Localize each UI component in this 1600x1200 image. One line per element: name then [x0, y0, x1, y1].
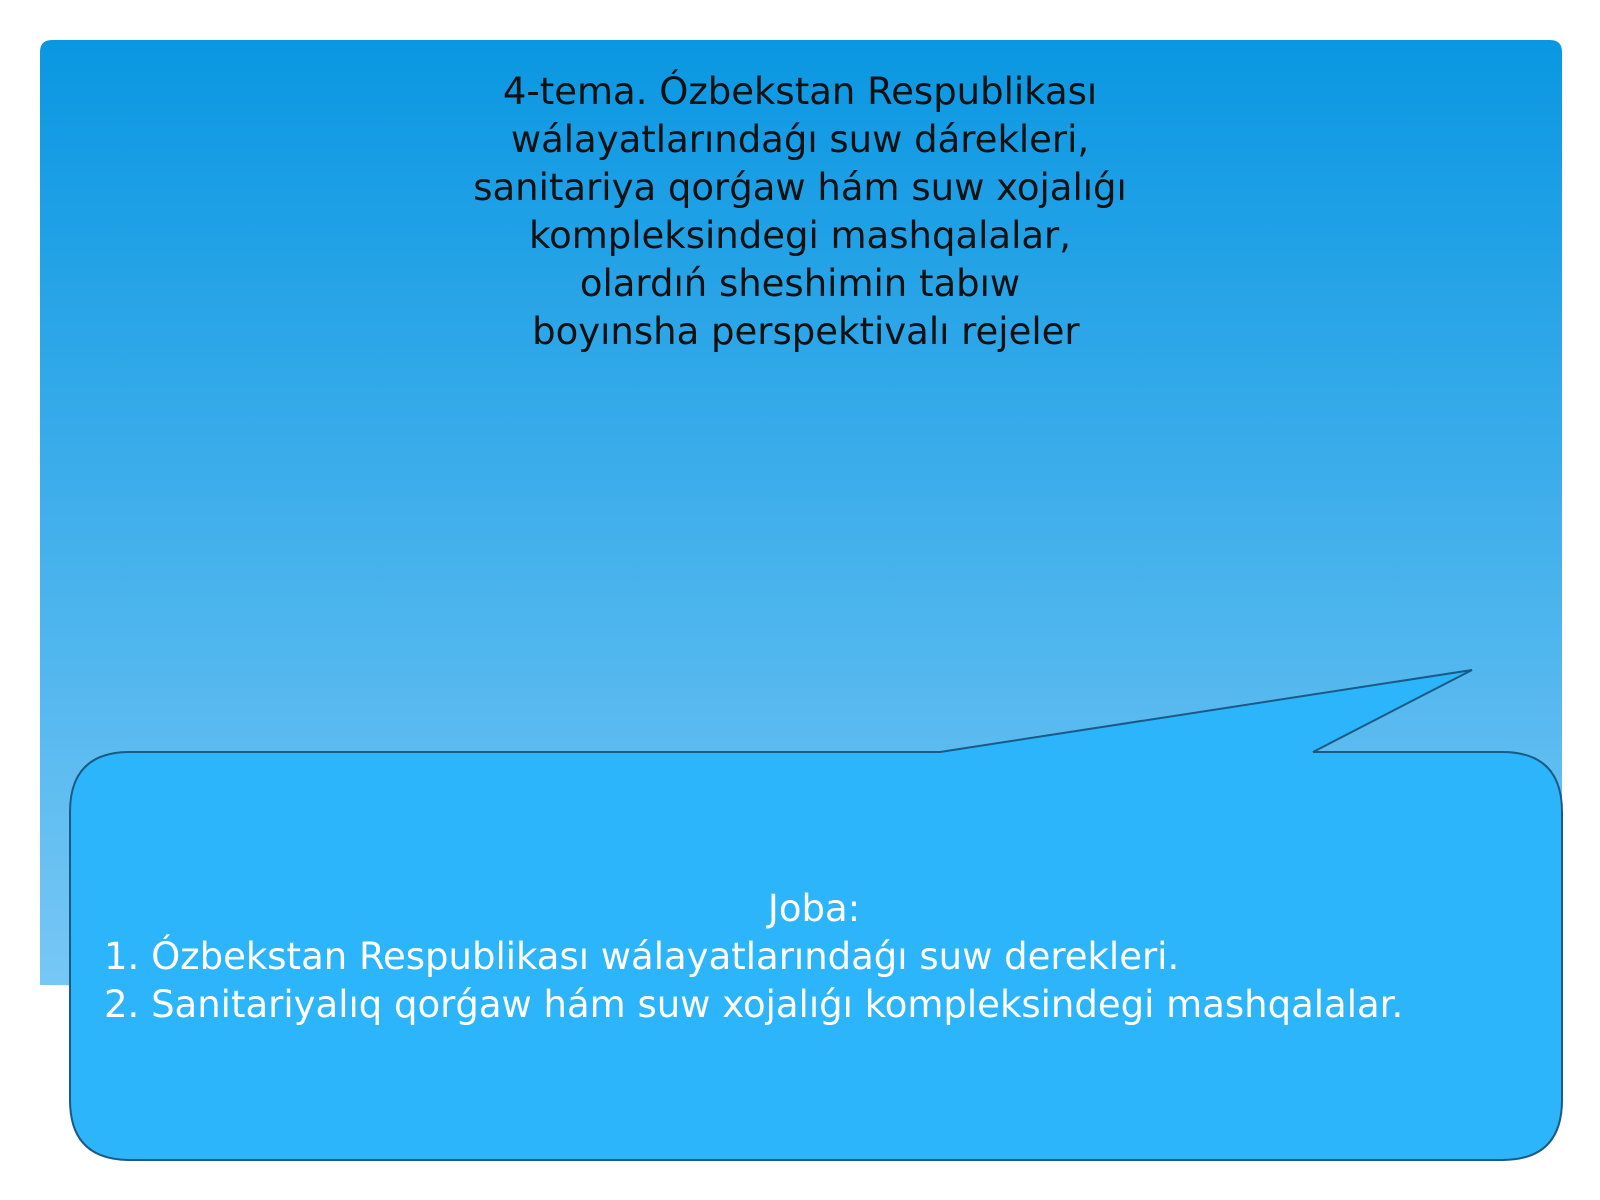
title-line: boyınsha perspektivalı rejeler: [520, 310, 1080, 353]
title-line: wálayatlarındaǵı suw dárekleri,: [510, 118, 1090, 161]
title-line: 4-tema. Ózbekstan Respublikası: [502, 70, 1098, 113]
title-line: kompleksindegi mashqalalar,: [528, 214, 1071, 257]
agenda-item-2: 2. Sanitariyalıq qorǵaw hám suw xojalıǵı kompleksindegi mashqalalar.: [104, 983, 1404, 1026]
title-line: sanitariya qorǵaw hám suw xojalıǵı: [473, 166, 1127, 209]
agenda-heading: Joba:: [767, 887, 861, 930]
agenda-item-1: 1. Ózbekstan Respublikası wálayatlarındaǵı suw derekleri.: [104, 935, 1180, 978]
agenda-block: [104, 885, 1504, 1029]
title-line: olardıń sheshimin tabıw: [579, 262, 1021, 305]
